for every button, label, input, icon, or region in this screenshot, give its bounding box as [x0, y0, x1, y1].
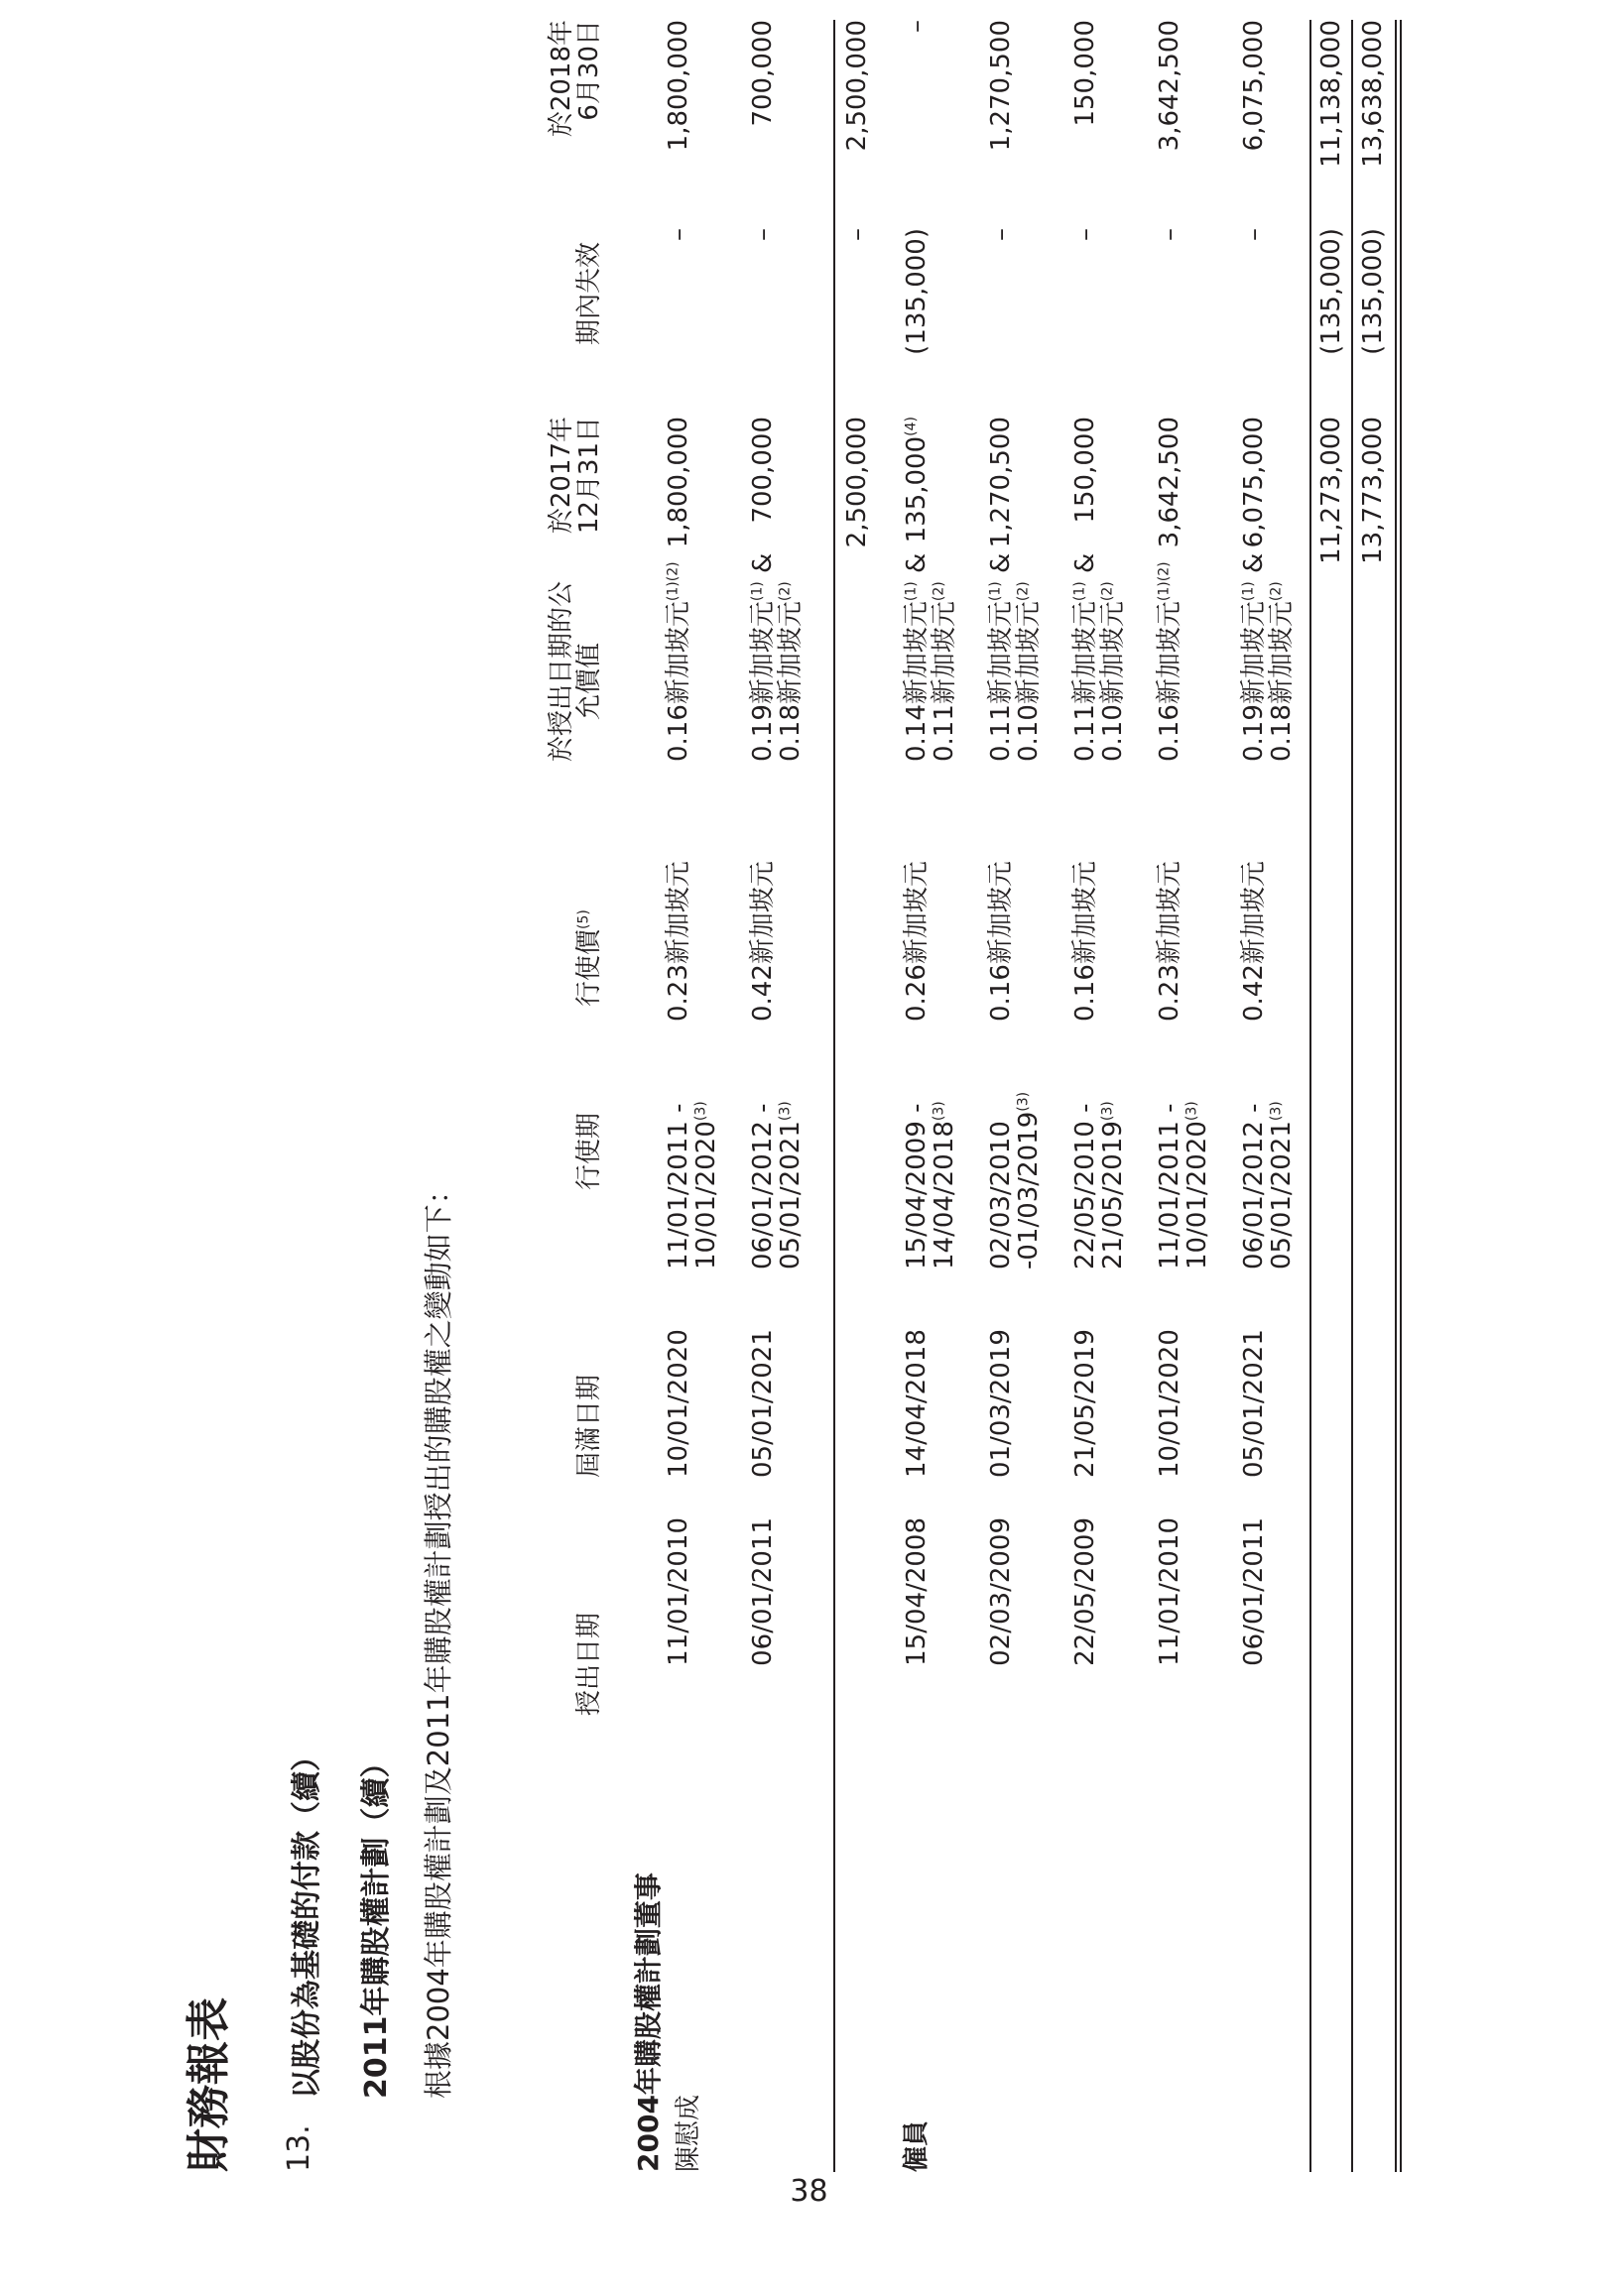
header-bal-2017-l2: 12月31日: [574, 417, 604, 535]
cell-exercise-price: 0.23新加坡元: [664, 861, 693, 1022]
cell-exercise-period: 22/05/2010 - 21/05/2019$^{(3)}$: [1070, 1101, 1128, 1269]
grand-total-2018: 13,638,000: [1358, 20, 1388, 168]
cell-balance-2017: 135,000$^{(4)}$: [902, 417, 932, 544]
header-lapsed: 期內失效: [574, 241, 604, 345]
cell-grant-date: 06/01/2011: [748, 1517, 778, 1666]
subtotal-employees-2018: 11,138,000: [1316, 20, 1346, 168]
cell-exercise-period: 06/01/2012 - 05/01/2021$^{(3)}$: [1239, 1101, 1297, 1269]
cell-exercise-price: 0.26新加坡元: [902, 861, 932, 1022]
document-title: 財務報表: [184, 1997, 234, 2172]
cell-balance-2018: 700,000: [748, 20, 778, 127]
header-grant-date: 授出日期: [574, 1612, 604, 1716]
header-expiry-date: 屆滿日期: [574, 1374, 604, 1478]
header-exercise-price: 行使價$^{(5)}$: [574, 909, 604, 1007]
cell-fair-value: 0.16新加坡元$^{(1)(2)}$: [1155, 561, 1184, 762]
cell-fair-value: 0.16新加坡元$^{(1)(2)}$: [664, 561, 693, 762]
cell-grant-date: 15/04/2008: [902, 1517, 932, 1666]
cell-exercise-period: 15/04/2009 - 14/04/2018$^{(3)}$: [902, 1101, 959, 1269]
section-title: 以股份為基礎的付款（續）: [290, 1742, 324, 2099]
cell-balance-2018: 6,075,000: [1239, 20, 1269, 152]
cell-exercise-period: 02/03/2010 -01/03/2019$^{(3)}$: [986, 1091, 1044, 1269]
header-fair-value-l2: 允價值: [574, 642, 604, 720]
subsection-title: 2011年購股權計劃（續）: [359, 1748, 394, 2099]
cell-exercise-price: 0.23新加坡元: [1155, 861, 1184, 1022]
header-exercise-period: 行使期: [574, 1112, 604, 1190]
header-fair-value-l1: 於授出日期的公: [547, 580, 576, 762]
cell-balance-2017: 150,000: [1070, 417, 1100, 524]
group-employees-title: 僱員: [902, 2119, 932, 2172]
section-number: 13.: [282, 2124, 316, 2172]
subtotal-employees-2017: 11,273,000: [1316, 417, 1346, 564]
grand-total-2017: 13,773,000: [1358, 417, 1388, 564]
cell-lapsed: –: [986, 228, 1016, 241]
rule-grand-total-double: [1395, 20, 1397, 2172]
cell-lapsed: –: [1070, 228, 1100, 241]
cell-lapsed: –: [1155, 228, 1184, 241]
cell-expiry-date: 05/01/2021: [748, 1329, 778, 1478]
cell-exercise-price: 0.42新加坡元: [748, 861, 778, 1022]
rule-directors-subtotal: [833, 20, 835, 2172]
subtotal-directors-lapsed: –: [842, 228, 872, 241]
cell-balance-2018: –: [902, 20, 932, 33]
cell-balance-2018: 3,642,500: [1155, 20, 1184, 152]
group-directors-title: 2004年購股權計劃董事: [632, 1873, 665, 2172]
cell-lapsed: (135,000): [902, 228, 932, 355]
cell-fair-value: 0.19新加坡元$^{(1)}$ & 0.18新加坡元$^{(2)}$: [1239, 552, 1297, 762]
grand-total-lapsed: (135,000): [1358, 228, 1388, 355]
director-name: 陳慰成: [674, 2094, 703, 2172]
page-number: 38: [790, 2174, 828, 2209]
subtotal-directors-2017: 2,500,000: [842, 417, 872, 548]
cell-balance-2018: 1,270,500: [986, 20, 1016, 152]
cell-grant-date: 02/03/2009: [986, 1517, 1016, 1666]
header-bal-2018-l2: 6月30日: [574, 20, 604, 121]
cell-exercise-price: 0.42新加坡元: [1239, 861, 1269, 1022]
cell-expiry-date: 10/01/2020: [664, 1329, 693, 1478]
cell-fair-value: 0.11新加坡元$^{(1)}$ & 0.10新加坡元$^{(2)}$: [986, 552, 1044, 762]
cell-lapsed: –: [1239, 228, 1269, 241]
cell-grant-date: 11/01/2010: [1155, 1517, 1184, 1666]
cell-exercise-period: 06/01/2012 - 05/01/2021$^{(3)}$: [748, 1101, 806, 1269]
cell-expiry-date: 05/01/2021: [1239, 1329, 1269, 1478]
cell-grant-date: 11/01/2010: [664, 1517, 693, 1666]
cell-expiry-date: 21/05/2019: [1070, 1329, 1100, 1478]
cell-balance-2017: 6,075,000: [1239, 417, 1269, 548]
subtotal-directors-2018: 2,500,000: [842, 20, 872, 152]
header-bal-2017-l1: 於2017年: [547, 417, 576, 535]
intro-paragraph: 根據2004年購股權計劃及2011年購股權計劃授出的購股權之變動如下：: [422, 1175, 455, 2099]
cell-balance-2017: 1,800,000: [664, 417, 693, 548]
subtotal-employees-lapsed: (135,000): [1316, 228, 1346, 355]
cell-grant-date: 22/05/2009: [1070, 1517, 1100, 1666]
cell-exercise-period: 11/01/2011 - 10/01/2020$^{(3)}$: [1155, 1101, 1212, 1269]
cell-balance-2017: 3,642,500: [1155, 417, 1184, 548]
cell-grant-date: 06/01/2011: [1239, 1517, 1269, 1666]
cell-fair-value: 0.19新加坡元$^{(1)}$ & 0.18新加坡元$^{(2)}$: [748, 552, 806, 762]
cell-exercise-price: 0.16新加坡元: [986, 861, 1016, 1022]
rotated-page-content: [149, 0, 1618, 2172]
rule-grand-total-double: [1400, 20, 1402, 2172]
cell-exercise-price: 0.16新加坡元: [1070, 861, 1100, 1022]
cell-fair-value: 0.11新加坡元$^{(1)}$ & 0.10新加坡元$^{(2)}$: [1070, 552, 1128, 762]
rule-employees-subtotal: [1309, 20, 1311, 2172]
cell-exercise-period: 11/01/2011 - 10/01/2020$^{(3)}$: [664, 1101, 721, 1269]
cell-expiry-date: 14/04/2018: [902, 1329, 932, 1478]
cell-expiry-date: 10/01/2020: [1155, 1329, 1184, 1478]
cell-balance-2017: 700,000: [748, 417, 778, 524]
cell-balance-2017: 1,270,500: [986, 417, 1016, 548]
cell-balance-2018: 1,800,000: [664, 20, 693, 152]
rule-grand-total: [1351, 20, 1353, 2172]
cell-expiry-date: 01/03/2019: [986, 1329, 1016, 1478]
header-bal-2018-l1: 於2018年: [547, 20, 576, 138]
cell-fair-value: 0.14新加坡元$^{(1)}$ & 0.11新加坡元$^{(2)}$: [902, 552, 959, 762]
cell-lapsed: –: [664, 228, 693, 241]
cell-balance-2018: 150,000: [1070, 20, 1100, 127]
cell-lapsed: –: [748, 228, 778, 241]
